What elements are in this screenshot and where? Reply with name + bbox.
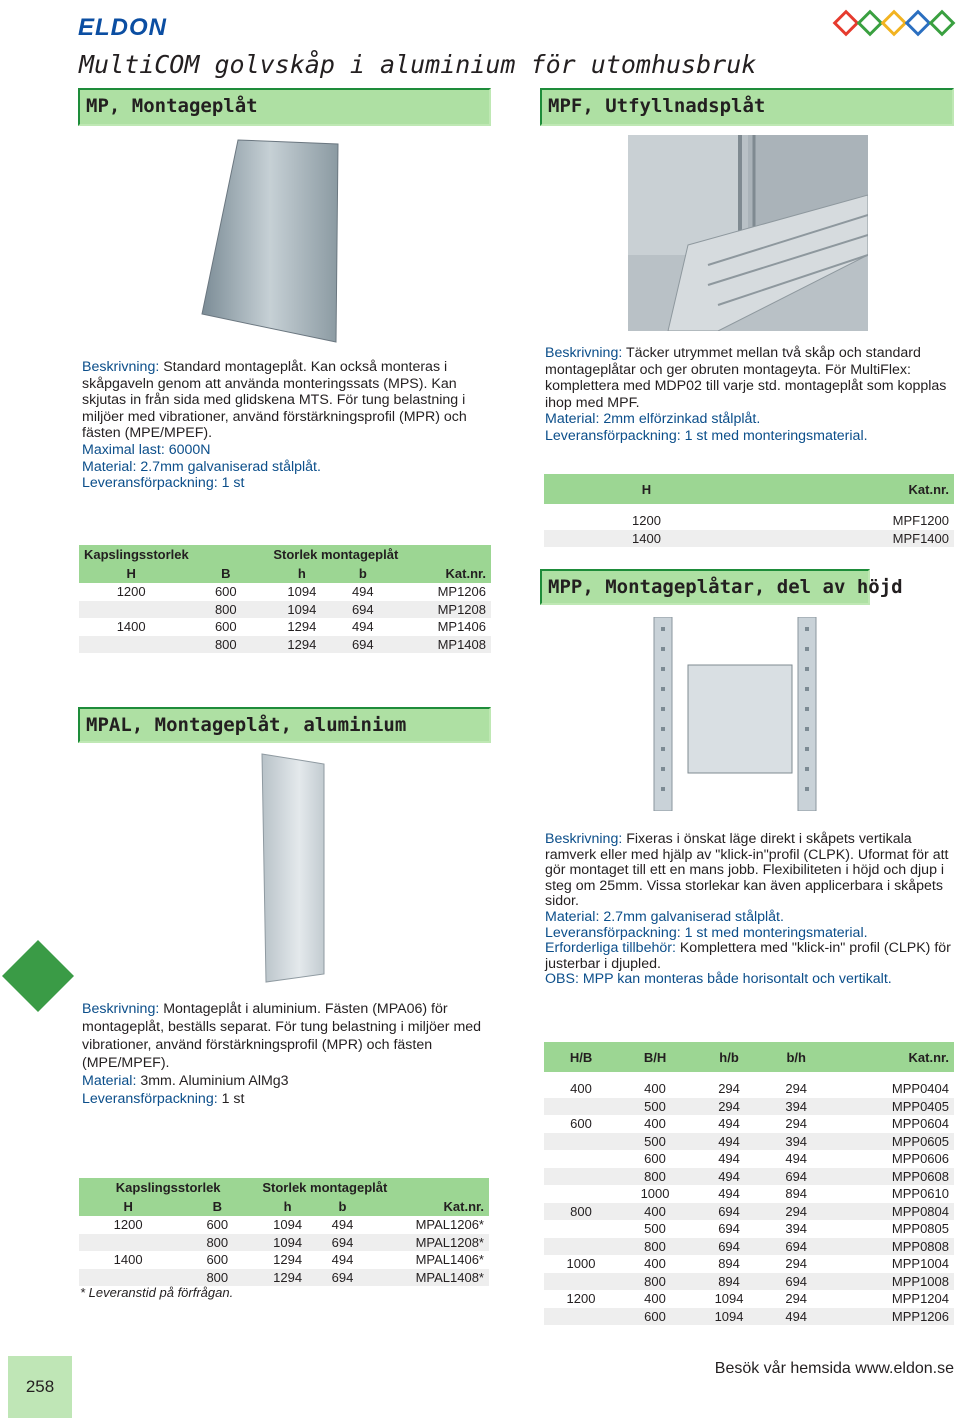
- mpf-material-label: Material:: [545, 411, 600, 428]
- mpp-obs-label: OBS:: [545, 971, 579, 988]
- table-cell: 494: [692, 1133, 766, 1151]
- table-cell: 394: [766, 1098, 826, 1116]
- table-cell: 800: [618, 1238, 692, 1256]
- table-cell: MPF1200: [892, 513, 949, 529]
- table-cell: [544, 1150, 618, 1168]
- table-cell: 600: [618, 1308, 692, 1326]
- diamond-logo-icon: [828, 6, 956, 40]
- table-cell: 294: [785, 1081, 808, 1097]
- table-cell: 894: [785, 1186, 808, 1202]
- diamond-decoration-icon: [0, 938, 76, 1014]
- mpal-description: [82, 1000, 492, 1108]
- table-row: [79, 1216, 489, 1234]
- section-heading-mpal: MPAL, Montageplåt, aluminium: [78, 707, 491, 743]
- table-cell: MP1206: [437, 584, 486, 600]
- mpal-plate-image: [258, 752, 328, 984]
- table-cell: 800: [618, 1168, 692, 1186]
- eldon-logo: ELDON: [78, 14, 167, 41]
- table-cell: [544, 1098, 618, 1116]
- table-row: [544, 1098, 954, 1116]
- table-cell: 600: [644, 1151, 666, 1167]
- mpp-acc-label: Erforderliga tillbehör:: [545, 940, 676, 957]
- table-cell: [79, 1234, 177, 1252]
- table-cell: [544, 1220, 618, 1238]
- table-cell: 1400: [116, 619, 146, 635]
- mp-description: [82, 359, 492, 492]
- mp-desc-label: Beskrivning:: [82, 359, 160, 375]
- col-header: H: [79, 1197, 177, 1216]
- table-cell: [544, 1273, 618, 1291]
- table-cell: 1200: [632, 513, 661, 529]
- mpf-table: [544, 474, 954, 547]
- table-cell: MP1208: [390, 601, 491, 619]
- mpp-material-value: 2.7mm galvaniserad stålplåt.: [599, 908, 784, 925]
- table-cell: MP1406: [437, 619, 486, 635]
- table-cell: 494: [766, 1308, 826, 1326]
- table-row: [544, 1273, 954, 1291]
- table-group-header: Kapslingsstorlek: [79, 1178, 257, 1197]
- table-cell: 400: [570, 1081, 592, 1097]
- table-cell: MP1408: [390, 636, 491, 654]
- table-cell: MPP0608: [826, 1168, 954, 1186]
- mpp-table: [544, 1042, 954, 1325]
- table-cell: 600: [570, 1116, 592, 1132]
- table-row: [544, 1150, 954, 1168]
- mpp-desc-label: Beskrivning:: [545, 831, 623, 847]
- table-cell: MPAL1208*: [367, 1234, 489, 1252]
- table-cell: 1200: [566, 1291, 596, 1307]
- mpal-pack-label: Leveransförpackning:: [82, 1091, 218, 1107]
- table-cell: 894: [692, 1273, 766, 1291]
- col-header: h/b: [692, 1042, 766, 1072]
- table-row: [544, 1255, 954, 1273]
- mp-table: [79, 545, 491, 653]
- mpf-pack-label: Leveransförpackning:: [545, 427, 681, 444]
- mpp-material-label: Material:: [545, 908, 600, 925]
- table-cell: 694: [318, 1269, 367, 1287]
- col-header: B/H: [618, 1042, 692, 1072]
- col-header: H/B: [544, 1042, 618, 1072]
- table-cell: [544, 1133, 618, 1151]
- table-cell: [79, 1269, 177, 1287]
- table-cell: [544, 1168, 618, 1186]
- table-cell: [544, 1238, 618, 1256]
- mpp-acc-text: Komplettera med "klick-in" profil (CLPK) för justerbar i djupled.: [545, 940, 951, 972]
- mpal-table: [79, 1178, 489, 1286]
- table-cell: 1094: [273, 1217, 303, 1233]
- mpp-pack-label: Leveransförpackning:: [545, 924, 681, 941]
- table-cell: 694: [318, 1234, 367, 1252]
- mpf-filler-image: [628, 135, 868, 331]
- table-cell: 294: [692, 1098, 766, 1116]
- mp-load-label: Maximal last:: [82, 441, 165, 458]
- table-cell: [544, 1185, 618, 1203]
- table-cell: MPP0805: [891, 1221, 949, 1237]
- mp-load-value: 6000N: [164, 441, 211, 458]
- table-cell: [79, 636, 183, 654]
- mpf-desc-label: Beskrivning:: [545, 345, 623, 361]
- table-row: [79, 583, 491, 601]
- table-cell: 494: [351, 584, 374, 600]
- table-row: [544, 1168, 954, 1186]
- table-cell: 400: [644, 1256, 666, 1272]
- table-row: [79, 636, 491, 654]
- table-cell: MPP1206: [826, 1308, 954, 1326]
- table-row: [79, 1251, 489, 1269]
- table-cell: 800: [618, 1273, 692, 1291]
- table-cell: 494: [351, 619, 374, 635]
- table-group-header: Kapslingsstorlek: [79, 545, 268, 564]
- table-cell: 1294: [268, 636, 335, 654]
- table-row: [544, 530, 954, 548]
- table-cell: 1094: [714, 1291, 744, 1307]
- table-cell: 694: [766, 1273, 826, 1291]
- table-cell: 694: [718, 1221, 740, 1237]
- table-cell: MPAL1206*: [415, 1217, 484, 1233]
- table-cell: MPP0606: [891, 1151, 949, 1167]
- table-group-header: Storlek montageplåt: [257, 1178, 489, 1197]
- table-cell: 1200: [113, 1217, 143, 1233]
- table-cell: 1200: [116, 584, 146, 600]
- table-cell: 894: [718, 1256, 740, 1272]
- table-cell: 800: [183, 601, 268, 619]
- table-cell: 294: [785, 1116, 808, 1132]
- mp-pack-label: Leveransförpackning:: [82, 475, 218, 492]
- table-cell: 400: [618, 1203, 692, 1221]
- table-cell: 694: [335, 636, 390, 654]
- mpf-pack-value: 1 st med monteringsmaterial.: [680, 427, 868, 444]
- mpal-material-label: Material:: [82, 1073, 137, 1089]
- section-heading-mpf: MPF, Utfyllnadsplåt: [540, 88, 954, 126]
- mp-material-value: 2.7mm galvaniserad stålplåt.: [136, 458, 321, 475]
- table-cell: 1294: [273, 1252, 303, 1268]
- col-header: b: [335, 564, 390, 583]
- table-row: [79, 1234, 489, 1252]
- page-title: MultiCOM golvskåp i aluminium för utomhusbruk: [79, 50, 757, 79]
- table-cell: 800: [183, 636, 268, 654]
- table-cell: 294: [785, 1256, 808, 1272]
- table-cell: 294: [785, 1291, 808, 1307]
- table-cell: MPAL1408*: [367, 1269, 489, 1287]
- table-row: [544, 1185, 954, 1203]
- col-header: B: [177, 1197, 257, 1216]
- mpp-desc-text: Fixeras i önskat läge direkt i skåpets vertikala ramverk eller med hjälp av "klick-in"profil (CLPK). Uformat för att gör montaget till ett en mans jobb. Flexibiliteten i höjd och djup i steg om 25mm. Vissa storlekar kan även applicerbara i skåpets sidor.: [545, 831, 949, 910]
- table-cell: 694: [766, 1168, 826, 1186]
- table-cell: MPP0605: [826, 1133, 954, 1151]
- table-cell: 500: [644, 1221, 666, 1237]
- table-cell: 1294: [287, 619, 317, 635]
- table-cell: 294: [718, 1081, 740, 1097]
- table-cell: 600: [206, 1252, 229, 1268]
- table-cell: 1000: [566, 1256, 596, 1272]
- table-cell: 494: [718, 1151, 740, 1167]
- col-header: Kat.nr.: [390, 564, 491, 583]
- table-cell: 1094: [257, 1234, 317, 1252]
- mp-pack-value: 1 st: [217, 475, 245, 492]
- table-cell: 494: [331, 1252, 354, 1268]
- table-cell: 600: [206, 1217, 229, 1233]
- table-row: [79, 1269, 489, 1287]
- col-header: b/h: [766, 1042, 826, 1072]
- table-cell: 494: [718, 1186, 740, 1202]
- table-cell: 494: [692, 1168, 766, 1186]
- table-row: [79, 618, 491, 636]
- table-cell: 1400: [544, 530, 749, 548]
- mpal-material-value: 3mm. Aluminium AlMg3: [136, 1073, 289, 1089]
- table-row: [79, 601, 491, 619]
- col-header: H: [79, 564, 183, 583]
- mp-material-label: Material:: [82, 458, 137, 475]
- table-row: [544, 1220, 954, 1238]
- table-cell: MPF1400: [749, 530, 954, 548]
- mpal-pack-value: 1 st: [217, 1091, 245, 1107]
- table-cell: 694: [692, 1238, 766, 1256]
- table-cell: 800: [544, 1203, 618, 1221]
- mp-desc-text: Standard montageplåt. Kan också monteras i skåpgaveln genom att använda monteringssats (MPS). Kan skjutas in från sida med glidskena MTS. För tung belastning i miljöer med vibrationer, använd förstärkningsprofil (MPR) och fästen (MPE/MPEF).: [82, 359, 467, 442]
- table-cell: MPP0404: [891, 1081, 949, 1097]
- table-cell: 494: [785, 1151, 808, 1167]
- table-cell: [79, 601, 183, 619]
- table-cell: 694: [335, 601, 390, 619]
- table-cell: MPAL1406*: [415, 1252, 484, 1268]
- col-header: H: [544, 474, 749, 504]
- table-cell: MPP0604: [891, 1116, 949, 1132]
- footer-website-link[interactable]: Besök vår hemsida www.eldon.se: [714, 1360, 954, 1377]
- table-cell: MPP0808: [826, 1238, 954, 1256]
- mpf-description: [545, 345, 957, 445]
- table-row: [544, 1080, 954, 1098]
- mpp-plate-image: [652, 617, 830, 811]
- table-cell: 694: [692, 1203, 766, 1221]
- col-header: h: [268, 564, 335, 583]
- table-row: [544, 1238, 954, 1256]
- table-cell: 694: [766, 1238, 826, 1256]
- table-row: [544, 1308, 954, 1326]
- mpf-desc-text: Täcker utrymmet mellan två skåp och standard montageplåtar och ger obruten montageyta. För MultiFlex: komplettera med MDP02 till varje std. montageplåt som kopplas ihop med MPF.: [545, 345, 947, 411]
- col-header: b: [318, 1197, 367, 1216]
- section-heading-mp: MP, Montageplåt: [78, 88, 491, 126]
- table-cell: 500: [618, 1098, 692, 1116]
- mpal-desc-text: Montageplåt i aluminium. Fästen (MPA06) för montageplåt, beställs separat. För tung belastning i miljöer med vibrationer, använd förstärkningsprofil (MPR) och fästen (MPE/MPEF).: [82, 1001, 482, 1071]
- mpp-obs-text: MPP kan monteras både horisontalt och vertikalt.: [578, 971, 892, 988]
- table-cell: MPP0405: [826, 1098, 954, 1116]
- table-cell: 1094: [268, 601, 335, 619]
- table-cell: 1000: [640, 1186, 670, 1202]
- table-row: [544, 1133, 954, 1151]
- table-cell: MPP0610: [891, 1186, 949, 1202]
- mp-plate-image: [200, 138, 340, 344]
- table-cell: MPP1004: [891, 1256, 949, 1272]
- table-cell: 1294: [257, 1269, 317, 1287]
- table-cell: 1094: [287, 584, 317, 600]
- col-header: Kat.nr.: [367, 1197, 489, 1216]
- table-row: [544, 1115, 954, 1133]
- table-cell: 1400: [113, 1252, 143, 1268]
- table-cell: 600: [214, 584, 237, 600]
- section-heading-mpp: MPP, Montageplåtar, del av höjd: [540, 569, 870, 605]
- table-cell: MPP0804: [826, 1203, 954, 1221]
- col-header: h: [257, 1197, 317, 1216]
- table-cell: 800: [177, 1234, 257, 1252]
- table-cell: 400: [644, 1116, 666, 1132]
- table-cell: 394: [766, 1133, 826, 1151]
- table-cell: 400: [644, 1291, 666, 1307]
- table-cell: 500: [618, 1133, 692, 1151]
- table-cell: 800: [177, 1269, 257, 1287]
- table-cell: 400: [644, 1081, 666, 1097]
- col-header: B: [183, 564, 268, 583]
- col-header: Kat.nr.: [826, 1042, 954, 1072]
- table-cell: 1094: [692, 1308, 766, 1326]
- table-cell: MPP1204: [891, 1291, 949, 1307]
- table-cell: 394: [785, 1221, 808, 1237]
- mpp-pack-value: 1 st med monteringsmaterial.: [680, 924, 868, 941]
- table-cell: 494: [718, 1116, 740, 1132]
- mpf-material-value: 2mm elförzinkad stålplåt.: [599, 411, 761, 428]
- table-row: [544, 1203, 954, 1221]
- table-row: [544, 1290, 954, 1308]
- table-cell: 494: [331, 1217, 354, 1233]
- table-cell: [544, 1308, 618, 1326]
- table-cell: 294: [766, 1203, 826, 1221]
- mpal-footnote: * Leveranstid på förfrågan.: [80, 1285, 234, 1300]
- table-cell: 600: [214, 619, 237, 635]
- table-row: [544, 512, 954, 530]
- table-cell: MPP1008: [826, 1273, 954, 1291]
- page-number: 258: [8, 1356, 72, 1418]
- mpal-desc-label: Beskrivning:: [82, 1001, 160, 1017]
- mpp-description: [545, 832, 953, 988]
- col-header: Kat.nr.: [749, 474, 954, 504]
- table-row: [544, 504, 954, 512]
- table-group-header: Storlek montageplåt: [268, 545, 491, 564]
